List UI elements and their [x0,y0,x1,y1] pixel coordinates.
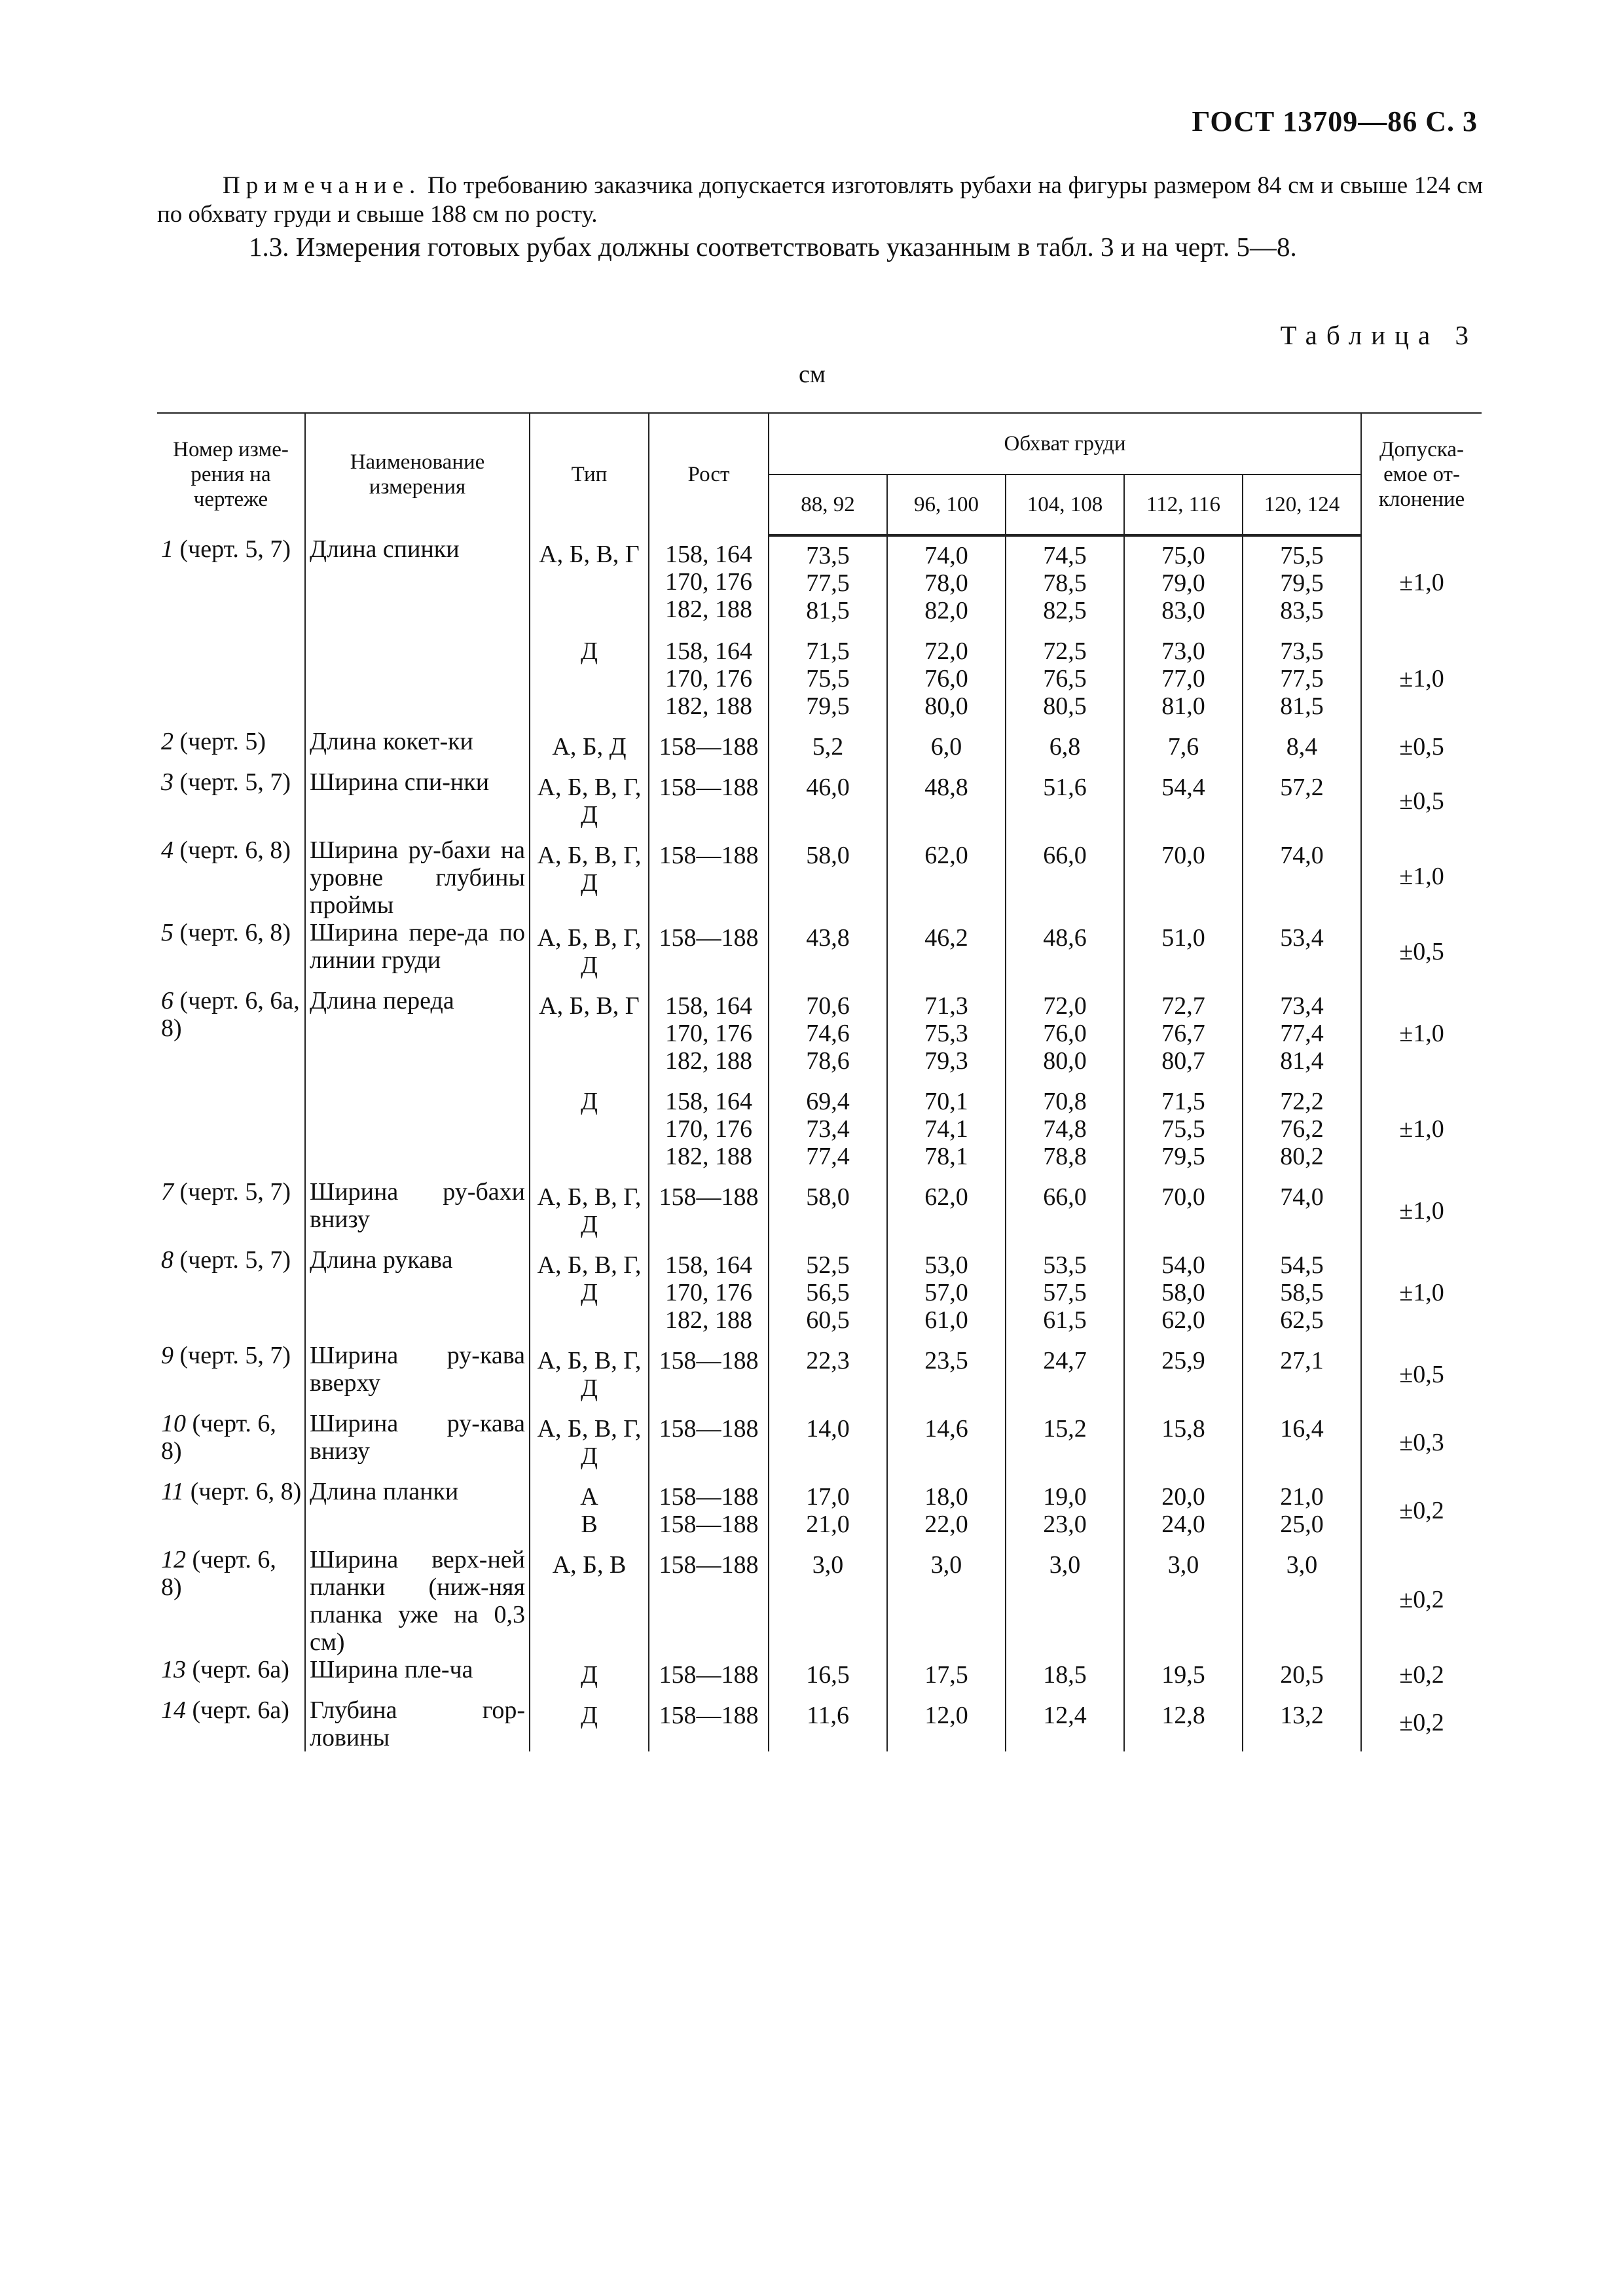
cell-value: 46,2 [887,919,1006,987]
drawing-reference: (черт. 5, 7) [173,535,291,563]
cell-value: 3,0 [1124,1546,1243,1656]
cell-value: 3,0 [769,1546,887,1656]
header-chest-size: 112, 116 [1124,475,1243,535]
drawing-reference: (черт. 5) [173,728,266,755]
drawing-reference: (черт. 5, 7) [173,1178,291,1206]
cell-value: 12,0 [887,1696,1006,1751]
drawing-reference: (черт. 6, 6а, 8) [161,987,300,1042]
cell-tolerance: ±1,0 [1361,836,1482,919]
cell-measure-number [157,1696,305,1751]
measure-number: 4 [161,836,173,864]
table-row [157,1656,1482,1696]
cell-height: 158—188 [649,1410,769,1478]
cell-value: 72,2 76,2 80,2 [1243,1083,1361,1178]
cell-value: 27,1 [1243,1342,1361,1410]
cell-value: 72,5 76,5 80,5 [1006,632,1124,728]
cell-type: Д [530,1083,649,1178]
clause-1-3: 1.3. Измерения готовых рубах должны соответствовать указанным в табл. 3 и на черт. 5—8. [249,232,1297,262]
cell-value: 75,0 79,0 83,0 [1124,535,1243,632]
cell-value: 20,0 24,0 [1124,1478,1243,1546]
cell-measure-number [157,632,305,728]
cell-measure-number [157,1083,305,1178]
drawing-reference: (черт. 6а) [186,1656,289,1683]
measure-number: 5 [161,919,173,946]
cell-type: Д [530,1696,649,1751]
cell-measure-number [157,1656,305,1696]
cell-measure-number [157,1546,305,1656]
cell-measure-name [305,1083,530,1178]
note-text: По требованию заказчика допускается изготовлять рубахи на фигуры размером 84 см и свыше 124 см по обхвату груди и свыше 188 см по росту. [157,172,1483,228]
cell-type: А, Б, В, Г, Д [530,836,649,919]
cell-value: 72,0 76,0 80,0 [887,632,1006,728]
table-row [157,1246,1482,1342]
cell-value: 3,0 [887,1546,1006,1656]
cell-measure-name: Ширина ру-кава вверху [305,1342,530,1410]
cell-value: 8,4 [1243,728,1361,768]
cell-value: 66,0 [1006,836,1124,919]
cell-tolerance: ±1,0 [1361,535,1482,632]
cell-type: А, Б, В, Г [530,987,649,1083]
table-row [157,1546,1482,1656]
cell-measure-number [157,919,305,987]
cell-height: 158, 164 170, 176 182, 188 [649,987,769,1083]
cell-height: 158—188 [649,1546,769,1656]
cell-value: 25,9 [1124,1342,1243,1410]
cell-value: 19,0 23,0 [1006,1478,1124,1546]
cell-value: 43,8 [769,919,887,987]
cell-measure-name: Ширина верх-ней планки (ниж-няя планка уже на 0,3 см) [305,1546,530,1656]
table-row [157,987,1482,1083]
cell-value: 58,0 [769,836,887,919]
cell-measure-name: Длина кокет-ки [305,728,530,768]
cell-value: 72,7 76,7 80,7 [1124,987,1243,1083]
cell-value: 17,5 [887,1656,1006,1696]
table-row [157,836,1482,919]
cell-value: 12,8 [1124,1696,1243,1751]
cell-measure-number [157,768,305,836]
drawing-reference: (черт. 5, 7) [173,768,291,796]
cell-value: 14,0 [769,1410,887,1478]
table-row [157,919,1482,987]
cell-measure-name [305,632,530,728]
cell-height: 158, 164 170, 176 182, 188 [649,1083,769,1178]
cell-value: 12,4 [1006,1696,1124,1751]
cell-measure-name: Ширина ру-кава внизу [305,1410,530,1478]
cell-value: 20,5 [1243,1656,1361,1696]
cell-value: 72,0 76,0 80,0 [1006,987,1124,1083]
measure-number: 1 [161,535,173,563]
cell-value: 69,4 73,4 77,4 [769,1083,887,1178]
cell-value: 73,4 77,4 81,4 [1243,987,1361,1083]
cell-value: 53,0 57,0 61,0 [887,1246,1006,1342]
cell-value: 58,0 [769,1178,887,1246]
cell-value: 74,0 [1243,1178,1361,1246]
drawing-reference: (черт. 5, 7) [173,1246,291,1274]
cell-value: 6,0 [887,728,1006,768]
cell-value: 17,0 21,0 [769,1478,887,1546]
cell-type: А, Б, В, Г, Д [530,1342,649,1410]
cell-measure-number [157,836,305,919]
drawing-reference: (черт. 6, 8) [184,1478,302,1505]
table-row [157,535,1482,632]
cell-type: А, Б, В, Г, Д [530,768,649,836]
cell-tolerance: ±1,0 [1361,1178,1482,1246]
cell-measure-number [157,1178,305,1246]
cell-height: 158—188 [649,1178,769,1246]
cell-measure-name: Длина рукава [305,1246,530,1342]
cell-measure-name: Ширина спи-нки [305,768,530,836]
cell-value: 54,5 58,5 62,5 [1243,1246,1361,1342]
cell-value: 46,0 [769,768,887,836]
header-chest-size: 104, 108 [1006,475,1124,535]
cell-value: 11,6 [769,1696,887,1751]
cell-value: 74,0 78,0 82,0 [887,535,1006,632]
table-row [157,768,1482,836]
table-row [157,1083,1482,1178]
cell-value: 19,5 [1124,1656,1243,1696]
cell-value: 54,0 58,0 62,0 [1124,1246,1243,1342]
header-chest-size: 120, 124 [1243,475,1361,535]
cell-tolerance: ±0,3 [1361,1410,1482,1478]
cell-height: 158, 164 170, 176 182, 188 [649,535,769,632]
cell-type: А, Б, В, Г, Д [530,1410,649,1478]
cell-value: 71,3 75,3 79,3 [887,987,1006,1083]
cell-value: 15,2 [1006,1410,1124,1478]
cell-value: 22,3 [769,1342,887,1410]
cell-value: 74,0 [1243,836,1361,919]
cell-value: 57,2 [1243,768,1361,836]
cell-tolerance: ±0,2 [1361,1478,1482,1546]
cell-value: 24,7 [1006,1342,1124,1410]
cell-height: 158—188 158—188 [649,1478,769,1546]
cell-value: 54,4 [1124,768,1243,836]
cell-height: 158, 164 170, 176 182, 188 [649,1246,769,1342]
cell-height: 158—188 [649,768,769,836]
cell-value: 71,5 75,5 79,5 [769,632,887,728]
drawing-reference: (черт. 6а) [186,1696,289,1724]
table-unit: см [799,361,826,388]
cell-value: 51,6 [1006,768,1124,836]
cell-value: 13,2 [1243,1696,1361,1751]
cell-value: 23,5 [887,1342,1006,1410]
cell-type: А, Б, В, Г, Д [530,919,649,987]
cell-tolerance: ±0,2 [1361,1546,1482,1656]
cell-measure-name: Ширина пле-ча [305,1656,530,1696]
cell-type: А, Б, В [530,1546,649,1656]
cell-tolerance: ±0,5 [1361,728,1482,768]
cell-tolerance: ±1,0 [1361,987,1482,1083]
note-paragraph [157,171,1483,229]
measure-number: 14 [161,1696,186,1724]
cell-tolerance: ±1,0 [1361,1246,1482,1342]
table-row [157,1342,1482,1410]
cell-type: Д [530,1656,649,1696]
cell-measure-number [157,1410,305,1478]
cell-value: 6,8 [1006,728,1124,768]
cell-height: 158—188 [649,1342,769,1410]
measure-number: 6 [161,987,173,1014]
cell-value: 15,8 [1124,1410,1243,1478]
cell-type: А, Б, Д [530,728,649,768]
cell-measure-name: Глубина гор-ловины [305,1696,530,1751]
cell-value: 14,6 [887,1410,1006,1478]
cell-value: 62,0 [887,1178,1006,1246]
cell-value: 74,5 78,5 82,5 [1006,535,1124,632]
drawing-reference: (черт. 6, 8) [173,836,291,864]
measure-number: 11 [161,1478,185,1505]
measure-number: 8 [161,1246,173,1274]
cell-tolerance: ±1,0 [1361,1083,1482,1178]
cell-tolerance: ±0,5 [1361,1342,1482,1410]
cell-tolerance: ±0,5 [1361,768,1482,836]
cell-value: 73,5 77,5 81,5 [1243,632,1361,728]
cell-height: 158—188 [649,1696,769,1751]
table-row [157,632,1482,728]
header-type: Тип [530,413,649,535]
cell-value: 3,0 [1243,1546,1361,1656]
cell-type: А, Б, В, Г, Д [530,1178,649,1246]
cell-value: 70,0 [1124,1178,1243,1246]
cell-measure-name: Длина планки [305,1478,530,1546]
page-header: ГОСТ 13709—86 С. 3 [1192,105,1478,137]
measurements-table [157,412,1482,1751]
cell-value: 48,8 [887,768,1006,836]
measure-number: 12 [161,1546,186,1573]
measure-number: 9 [161,1342,173,1369]
cell-value: 21,0 25,0 [1243,1478,1361,1546]
measure-number: 2 [161,728,173,755]
table-row [157,1178,1482,1246]
table-row [157,728,1482,768]
cell-value: 53,4 [1243,919,1361,987]
cell-tolerance: ±0,5 [1361,919,1482,987]
measure-number: 3 [161,768,173,796]
note-label: Примечание. [223,172,422,199]
cell-value: 70,0 [1124,836,1243,919]
cell-measure-name: Длина переда [305,987,530,1083]
cell-height: 158, 164 170, 176 182, 188 [649,632,769,728]
cell-tolerance: ±0,2 [1361,1696,1482,1751]
cell-measure-number [157,535,305,632]
cell-measure-number [157,1478,305,1546]
drawing-reference: (черт. 6, 8) [161,1410,276,1465]
measure-number: 7 [161,1178,173,1206]
cell-height: 158—188 [649,836,769,919]
cell-height: 158—188 [649,728,769,768]
cell-value: 70,1 74,1 78,1 [887,1083,1006,1178]
cell-tolerance: ±0,2 [1361,1656,1482,1696]
cell-measure-number [157,987,305,1083]
cell-type: А, Б, В, Г, Д [530,1246,649,1342]
header-number: Номер изме-рения на чертеже [157,413,305,535]
cell-type: А В [530,1478,649,1546]
cell-value: 18,0 22,0 [887,1478,1006,1546]
drawing-reference: (черт. 6, 8) [161,1546,276,1601]
cell-measure-number [157,728,305,768]
cell-value: 73,5 77,5 81,5 [769,535,887,632]
cell-measure-number [157,1246,305,1342]
drawing-reference: (черт. 6, 8) [173,919,291,946]
cell-tolerance: ±1,0 [1361,632,1482,728]
measure-number: 10 [161,1410,186,1437]
cell-measure-name: Ширина ру-бахи на уровне глубины проймы [305,836,530,919]
header-height: Рост [649,413,769,535]
cell-measure-name: Ширина ру-бахи внизу [305,1178,530,1246]
header-name: Наименование измерения [305,413,530,535]
cell-height: 158—188 [649,919,769,987]
cell-type: А, Б, В, Г [530,535,649,632]
measure-number: 13 [161,1656,186,1683]
cell-value: 48,6 [1006,919,1124,987]
table-row [157,1696,1482,1751]
cell-value: 16,4 [1243,1410,1361,1478]
cell-value: 51,0 [1124,919,1243,987]
cell-height: 158—188 [649,1656,769,1696]
header-chest: Обхват груди [769,413,1361,475]
cell-value: 62,0 [887,836,1006,919]
drawing-reference: (черт. 5, 7) [173,1342,291,1369]
header-chest-size: 96, 100 [887,475,1006,535]
cell-value: 5,2 [769,728,887,768]
cell-value: 70,8 74,8 78,8 [1006,1083,1124,1178]
cell-value: 75,5 79,5 83,5 [1243,535,1361,632]
cell-value: 73,0 77,0 81,0 [1124,632,1243,728]
cell-value: 53,5 57,5 61,5 [1006,1246,1124,1342]
table-caption: Таблица 3 [1280,320,1478,350]
cell-value: 71,5 75,5 79,5 [1124,1083,1243,1178]
cell-value: 16,5 [769,1656,887,1696]
cell-value: 66,0 [1006,1178,1124,1246]
table-row [157,1478,1482,1546]
cell-value: 70,6 74,6 78,6 [769,987,887,1083]
table-body [157,535,1482,1751]
cell-value: 7,6 [1124,728,1243,768]
cell-value: 3,0 [1006,1546,1124,1656]
header-tolerance: Допуска-емое от-клонение [1361,413,1482,535]
table-row [157,1410,1482,1478]
cell-measure-name: Длина спинки [305,535,530,632]
cell-value: 18,5 [1006,1656,1124,1696]
cell-type: Д [530,632,649,728]
header-chest-size: 88, 92 [769,475,887,535]
cell-measure-name: Ширина пере-да по линии груди [305,919,530,987]
cell-value: 52,5 56,5 60,5 [769,1246,887,1342]
cell-measure-number [157,1342,305,1410]
